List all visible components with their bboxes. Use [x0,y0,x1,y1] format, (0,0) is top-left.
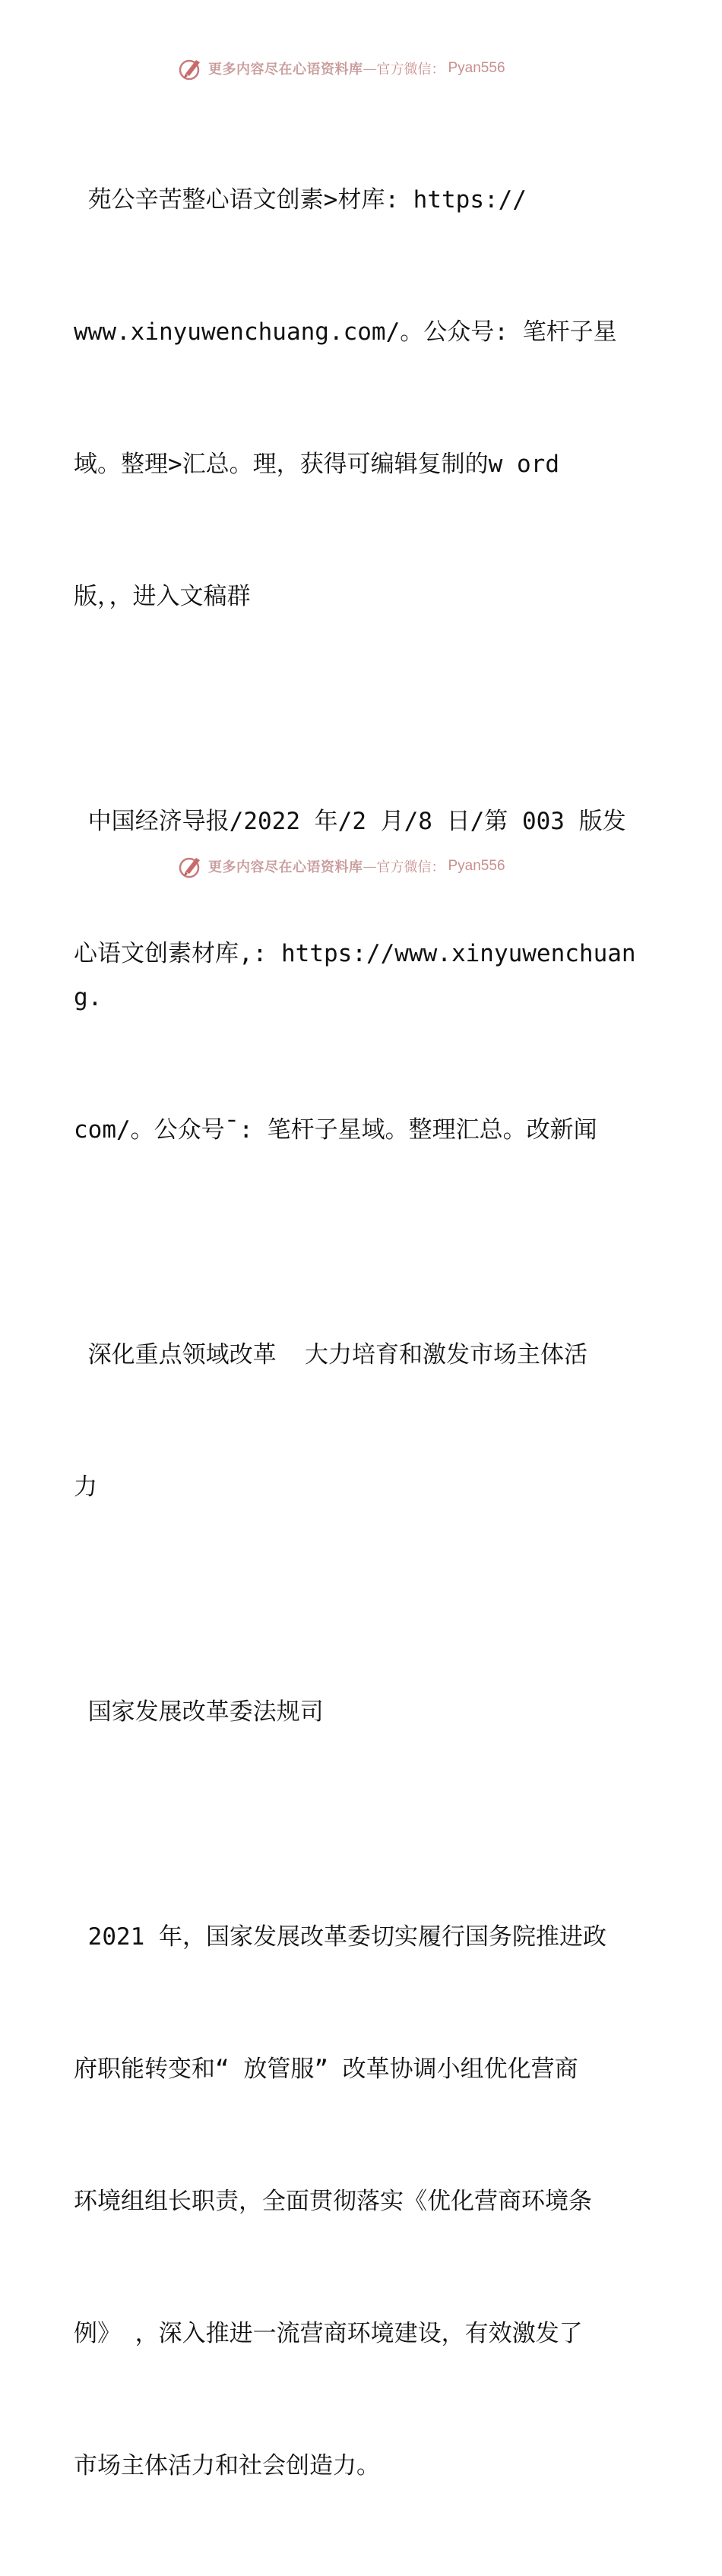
banner-text: 更多内容尽在心语资料库 [208,859,363,875]
text-line: 力 [74,1473,97,1501]
pen-nib-logo-icon [178,55,204,81]
footer-banner [178,853,505,880]
document-body [74,90,651,2576]
article-title [74,1245,651,1597]
wechat-id: Pyan556 [448,60,505,76]
text-line: 市场主体活力和社会创造力。 [74,2452,380,2479]
banner-text: 更多内容尽在心语资料库 [208,62,363,78]
text-line: com/。公众号¯: 笔杆子星域。整理汇总。改新闻 [74,1116,597,1144]
text-line: 版，，进入文稿群 [74,583,251,610]
header-banner [178,55,505,82]
text-line: 域。整理>汇总。理，获得可编辑复制的w ord [74,451,559,478]
text-line: 苑公辛苦整心语文创素>材库: https:// [74,186,527,214]
text-line: 心语文创素材库,: https://www.xinyuwenchuang. [74,940,636,1011]
banner-colon: ： [431,62,445,78]
banner-colon: ： [431,859,445,875]
text-line: www.xinyuwenchuang.com/。公众号: 笔杆子星 [74,318,617,346]
text-line: 2021 年，国家发展改革委切实履行国务院推进政 [74,1923,606,1951]
text-line: 例》 ，深入推进一流营商环境建设，有效激发了 [74,2320,583,2347]
text-line: 环境组组长职责，全面贯彻落实《优化营商环境条 [74,2188,592,2215]
article-body [74,1827,651,2576]
text-line: 国家发展改革委法规司 [74,1698,324,1726]
pen-nib-logo-icon [178,853,204,879]
article-author [74,1602,651,1822]
wechat-label: 官方微信 [376,859,432,875]
source-paragraph [74,711,651,1240]
text-line: 府职能转变和“ 放管服” 改革协调小组优化营商 [74,2055,578,2083]
wechat-label: 官方微信 [376,62,432,78]
text-line: 中国经济导报/2022 年/2 月/8 日/第 003 版发 [74,808,626,835]
wechat-id: Pyan556 [448,858,505,874]
banner-separator: — [363,858,377,875]
banner-separator: — [363,60,377,77]
promo-paragraph [74,90,651,707]
text-line: 深化重点领域改革 大力培育和激发市场主体活 [74,1341,587,1369]
